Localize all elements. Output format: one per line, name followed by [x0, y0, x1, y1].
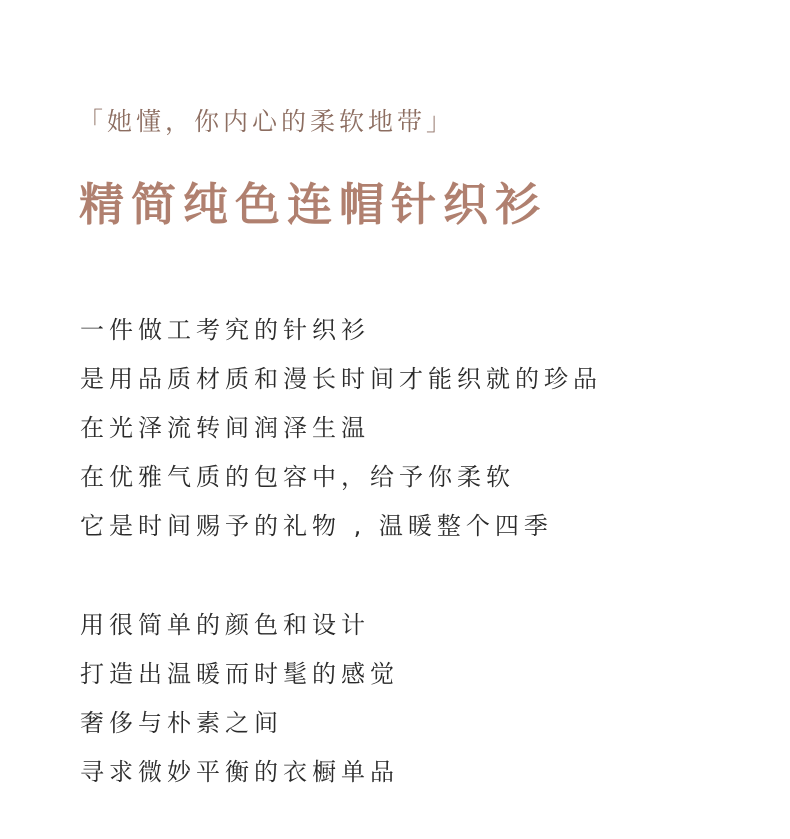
description-line: 奢侈与朴素之间: [80, 709, 283, 737]
description-line: 它是时间赐予的礼物 , 温暖整个四季: [80, 512, 553, 540]
description-line: 是用品质材质和漫长时间才能织就的珍品: [80, 365, 602, 393]
description-line: 用很简单的颜色和设计: [80, 611, 370, 639]
description-line: 寻求微妙平衡的衣橱单品: [80, 758, 399, 786]
description-line: 一件做工考究的针织衫: [80, 316, 370, 344]
description-paragraph-2: [80, 601, 399, 797]
product-title: 精简纯色连帽针织衫: [79, 178, 548, 231]
description-line: 在优雅气质的包容中，给予你柔软: [80, 463, 515, 491]
description-line: 在光泽流转间润泽生温: [80, 414, 370, 442]
tagline: 「她懂，你内心的柔软地带」: [78, 107, 456, 136]
description-paragraph-1: [80, 306, 602, 551]
description-line: 打造出温暖而时髦的感觉: [80, 660, 399, 688]
